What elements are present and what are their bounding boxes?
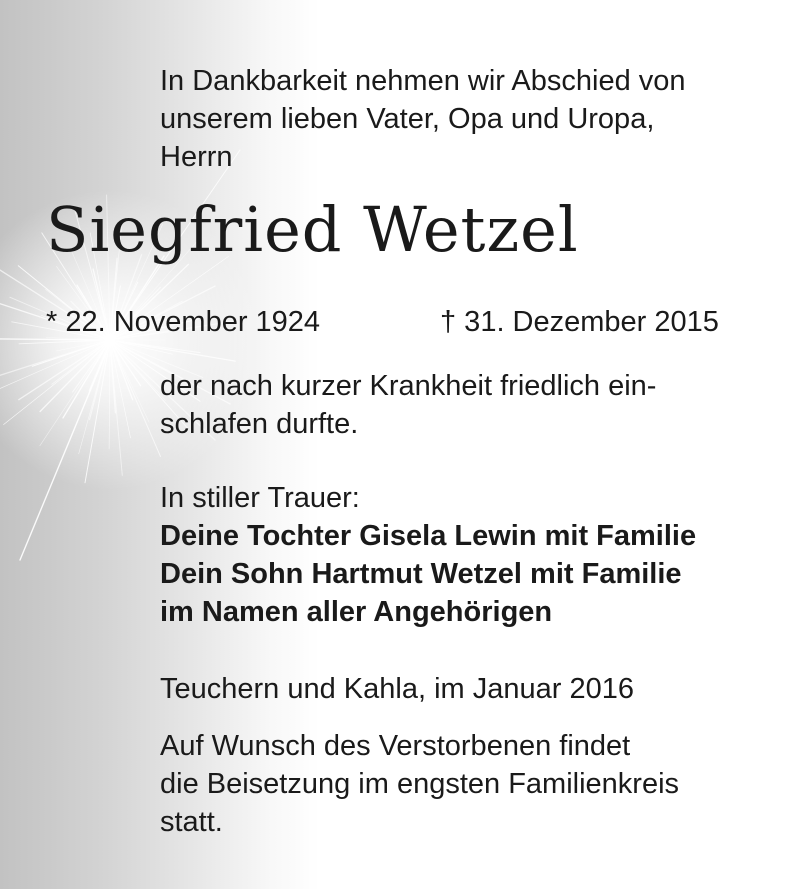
intro-line: unserem lieben Vater, Opa und Uropa, bbox=[160, 103, 655, 135]
intro-line: In Dankbarkeit nehmen wir Abschied von bbox=[160, 65, 686, 97]
mourner-line: Deine Tochter Gisela Lewin mit Familie bbox=[160, 520, 697, 552]
place-and-date: Teuchern und Kahla, im Januar 2016 bbox=[160, 673, 634, 705]
intro-line: Herrn bbox=[160, 141, 233, 173]
phrase-line: der nach kurzer Krankheit friedlich ein- bbox=[160, 370, 657, 402]
phrase-line: schlafen durfte. bbox=[160, 408, 359, 440]
passing-phrase bbox=[160, 367, 656, 443]
intro-text bbox=[160, 62, 686, 176]
burial-note-line: Auf Wunsch des Verstorbenen findet bbox=[160, 730, 631, 762]
mourners-list bbox=[160, 517, 696, 631]
death-date: † 31. Dezember 2015 bbox=[440, 306, 719, 338]
burial-note bbox=[160, 727, 679, 841]
burial-note-line: statt. bbox=[160, 806, 223, 838]
mourning-intro: In stiller Trauer: bbox=[160, 482, 360, 514]
mourner-line: Dein Sohn Hartmut Wetzel mit Familie bbox=[160, 558, 682, 590]
mourner-line: im Namen aller Angehörigen bbox=[160, 596, 553, 628]
deceased-name: Siegfried Wetzel bbox=[46, 193, 579, 266]
birth-date: * 22. November 1924 bbox=[46, 306, 321, 338]
burial-note-line: die Beisetzung im engsten Familienkreis bbox=[160, 768, 680, 800]
